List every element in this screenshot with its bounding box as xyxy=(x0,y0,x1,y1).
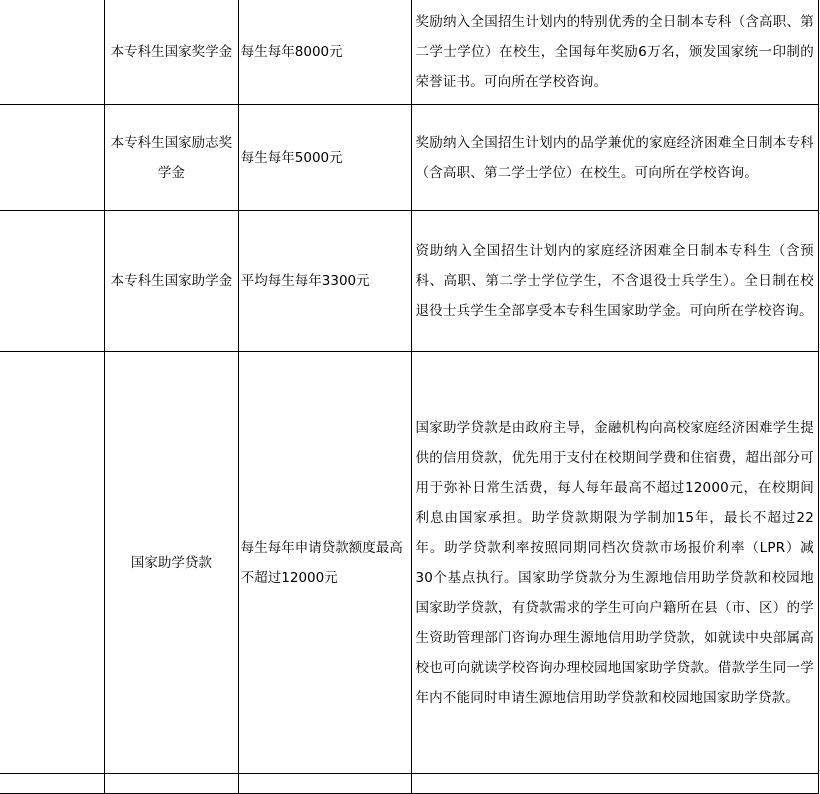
program-amount: 每生每年申请贷款额度最高不超过12000元 xyxy=(238,352,412,774)
table-row xyxy=(0,352,819,774)
blank-cell xyxy=(238,774,412,794)
blank-cell xyxy=(0,0,104,105)
program-name: 本专科生国家奖学金 xyxy=(104,0,238,105)
blank-cell xyxy=(412,774,819,794)
program-amount: 平均每生每年3300元 xyxy=(238,211,412,352)
blank-cell xyxy=(0,774,104,794)
program-name: 本专科生国家励志奖学金 xyxy=(104,105,238,211)
table-row xyxy=(0,211,819,352)
blank-cell xyxy=(0,211,104,352)
blank-cell xyxy=(104,774,238,794)
program-name: 本专科生国家助学金 xyxy=(104,211,238,352)
table-row xyxy=(0,0,819,105)
program-description: 奖励纳入全国招生计划内的特别优秀的全日制本专科（含高职、第二学士学位）在校生，全国每年奖励6万名，颁发国家统一印制的荣誉证书。可向所在学校咨询。 xyxy=(412,0,819,105)
program-description: 国家助学贷款是由政府主导，金融机构向高校家庭经济困难学生提供的信用贷款，优先用于支付在校期间学费和住宿费，超出部分可用于弥补日常生活费，每人每年最高不超过12000元，在校期间利息由国家承担。助学贷款期限为学制加15年，最长不超过22年。助学贷款利率按照同期同档次贷款市场报价利率（LPR）减30个基点执行。国家助学贷款分为生源地信用助学贷款和校园地国家助学贷款，有贷款需求的学生可向户籍所在县（市、区）的学生资助管理部门咨询办理生源地信用助学贷款，如就读中央部属高校也可向就读学校咨询办理校园地国家助学贷款。借款学生同一学年内不能同时申请生源地信用助学贷款和校园地国家助学贷款。 xyxy=(412,352,819,774)
blank-cell xyxy=(0,105,104,211)
table-row xyxy=(0,105,819,211)
program-description: 资助纳入全国招生计划内的家庭经济困难全日制本专科生（含预科、高职、第二学士学位学生，不含退役士兵学生）。全日制在校退役士兵学生全部享受本专科生国家助学金。可向所在学校咨询。 xyxy=(412,211,819,352)
table-row xyxy=(0,774,819,794)
program-name: 国家助学贷款 xyxy=(104,352,238,774)
blank-cell xyxy=(0,352,104,774)
program-description: 奖励纳入全国招生计划内的品学兼优的家庭经济困难全日制本专科（含高职、第二学士学位）在校生。可向所在学校咨询。 xyxy=(412,105,819,211)
program-amount: 每生每年8000元 xyxy=(238,0,412,105)
program-amount: 每生每年5000元 xyxy=(238,105,412,211)
